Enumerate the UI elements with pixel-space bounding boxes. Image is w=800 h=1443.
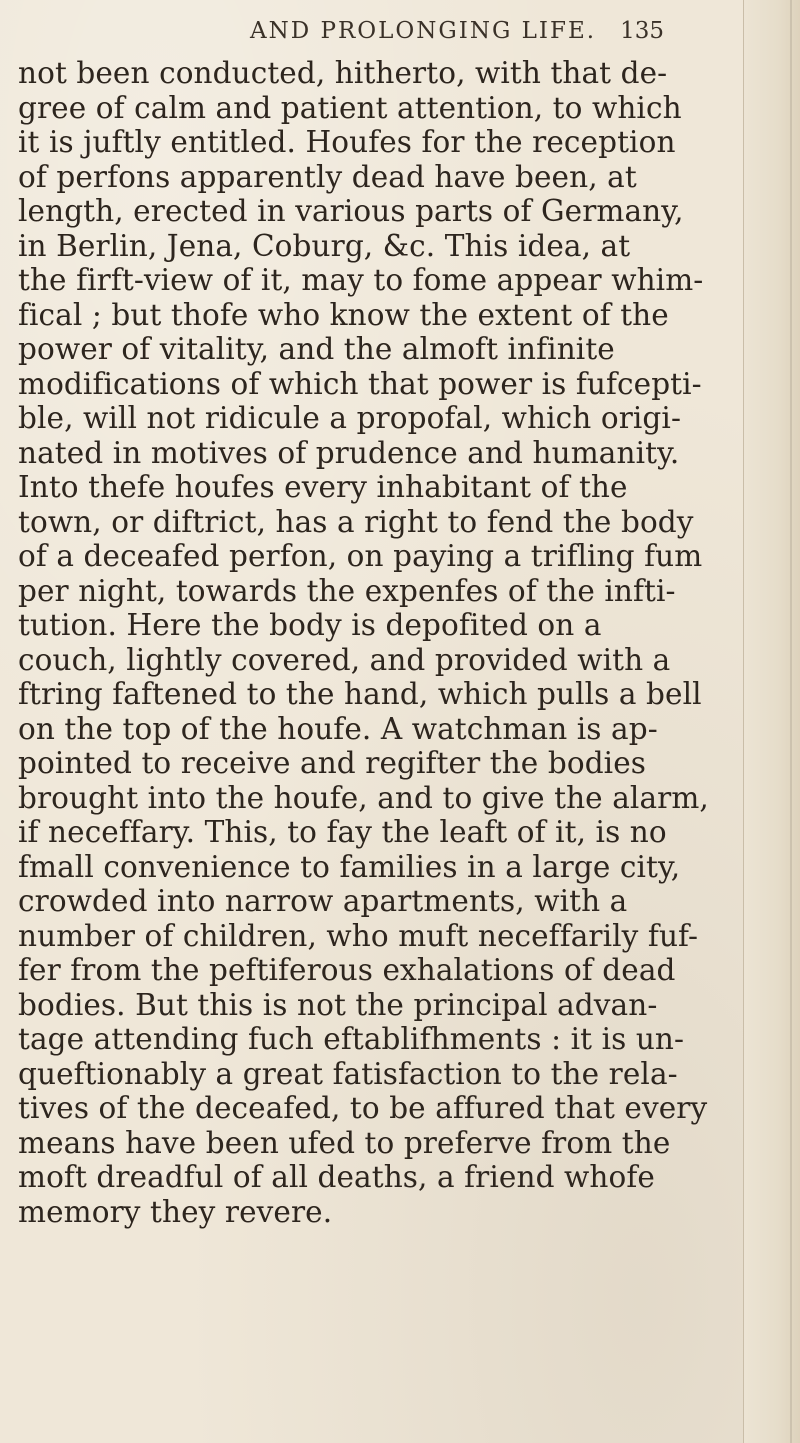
text-line: tution. Here the body is depofited on a: [18, 608, 602, 642]
text-line: couch, lightly covered, and provided with a: [18, 642, 671, 677]
text-line: fmall convenience to families in a large city,: [18, 849, 681, 884]
text-line: of perfons apparently dead have been, at: [18, 159, 637, 194]
page-number: 135: [620, 18, 664, 44]
text-line: bodies. But this is not the principal advan-: [18, 987, 658, 1022]
text-line: ftring faftened to the hand, which pulls a bell: [18, 677, 702, 711]
text-line: the firft-view of it, may to fome appear whim-: [18, 263, 704, 297]
text-line: modifications of which that power is fufcepti-: [18, 366, 702, 401]
running-head-title: AND PROLONGING LIFE.: [250, 18, 597, 44]
text-line: queftionably a great fatisfaction to the rela-: [18, 1056, 678, 1091]
text-line: town, or diftrict, has a right to fend the body: [18, 504, 694, 539]
text-line: on the top of the houfe. A watchman is ap-: [18, 711, 658, 746]
text-line: moft dreadful of all deaths, a friend whofe: [18, 1160, 655, 1194]
text-line: tives of the deceafed, to be affured that every: [18, 1091, 708, 1125]
text-line: of a deceafed perfon, on paying a trifling fum: [18, 539, 703, 573]
running-head: [92, 18, 692, 58]
text-line: means have been ufed to preferve from the: [18, 1125, 671, 1160]
text-line: ble, will not ridicule a propofal, which origi-: [18, 401, 682, 435]
text-line: tage attending fuch eftablifhments : it is un-: [18, 1022, 685, 1056]
text-line: in Berlin, Jena, Coburg, &c. This idea, at: [18, 228, 631, 263]
text-line: length, erected in various parts of Germany,: [18, 194, 684, 228]
text-line: fer from the peftiferous exhalations of dead: [18, 953, 676, 987]
text-line: per night, towards the expenfes of the infti-: [18, 573, 676, 608]
binding-shadow: [790, 0, 792, 1443]
text-line: number of children, who muft neceffarily fuf-: [18, 918, 699, 953]
text-line: power of vitality, and the almoft infinite: [18, 332, 615, 366]
text-line: crowded into narrow apartments, with a: [18, 884, 628, 918]
text-line: memory they revere.: [18, 1194, 333, 1229]
text-line: not been conducted, hitherto, with that de-: [18, 56, 668, 90]
text-line: fical ; but thofe who know the extent of the: [18, 297, 669, 332]
text-line: if neceffary. This, to fay the leaft of it, is no: [18, 815, 667, 849]
text-line: pointed to receive and regifter the bodies: [18, 746, 647, 780]
text-line: it is juftly entitled. Houfes for the reception: [18, 125, 676, 159]
body-text: [18, 56, 718, 1229]
text-line: brought into the houfe, and to give the alarm,: [18, 780, 709, 815]
text-line: gree of calm and patient attention, to which: [18, 90, 682, 125]
text-line: nated in motives of prudence and humanity.: [18, 435, 680, 470]
text-line: Into thefe houfes every inhabitant of the: [18, 470, 628, 504]
